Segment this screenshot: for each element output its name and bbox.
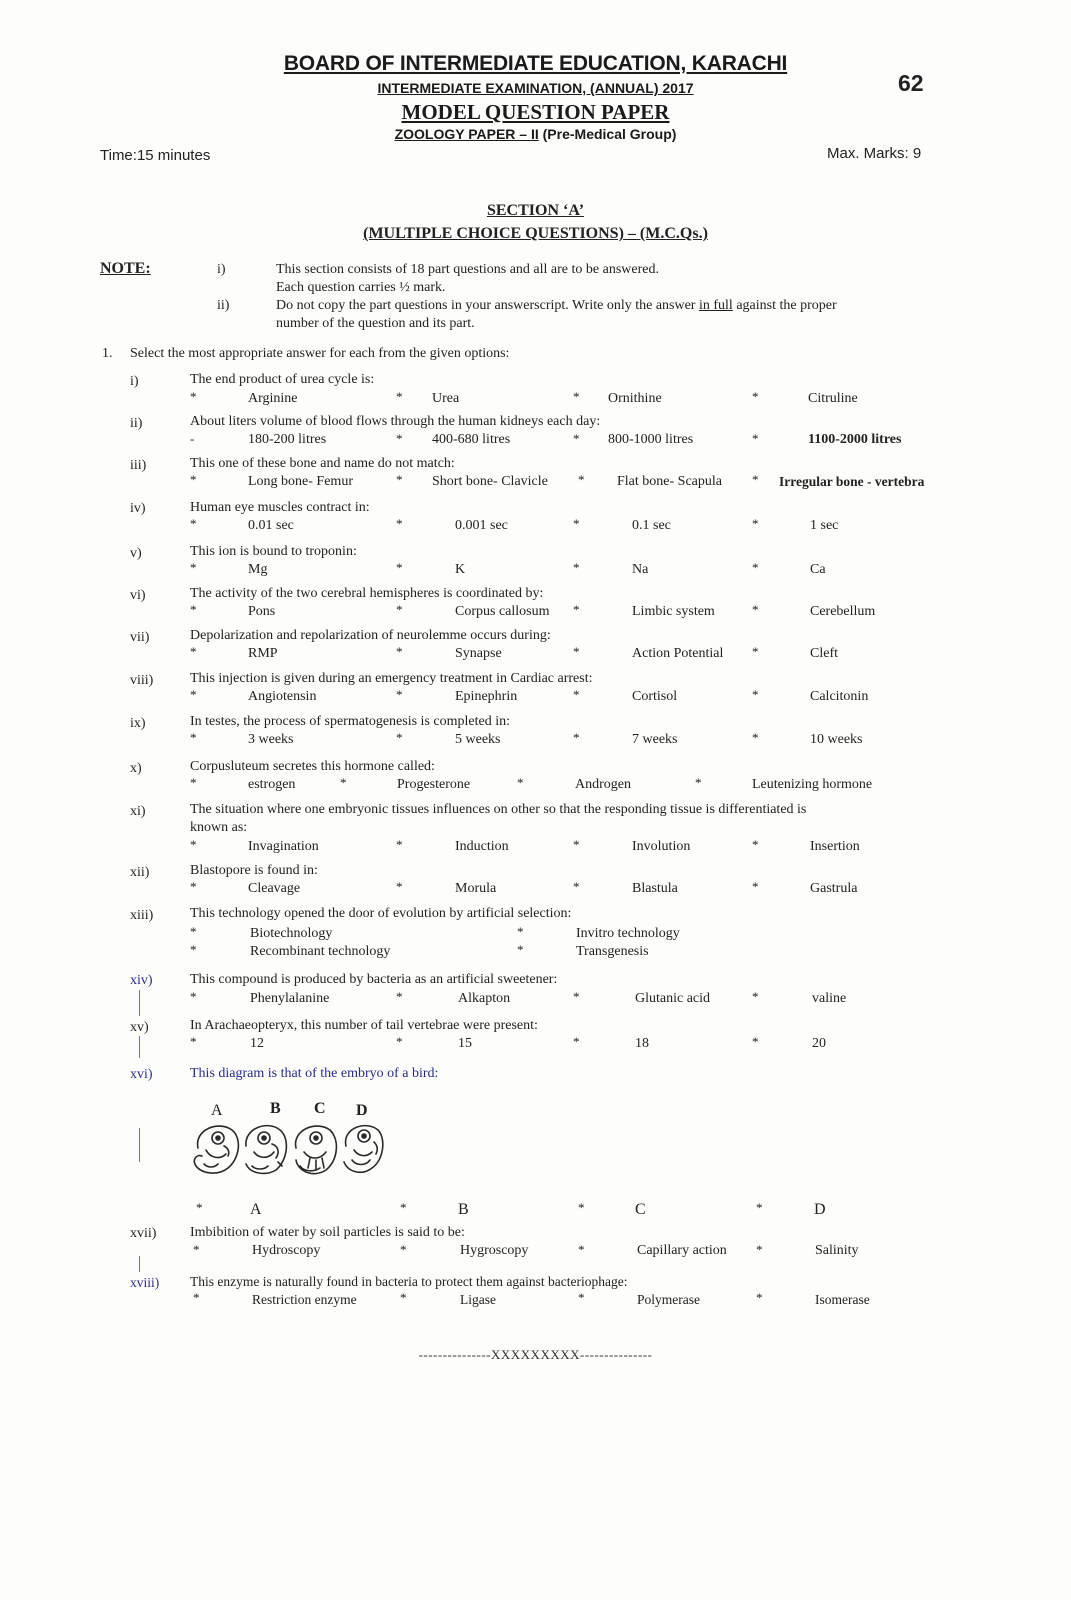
option-bullet: * xyxy=(752,837,759,852)
option: Salinity xyxy=(815,1243,859,1258)
option: 0.001 sec xyxy=(455,518,508,533)
option-bullet: * xyxy=(190,389,197,404)
option: Cerebellum xyxy=(810,604,876,619)
option: K xyxy=(455,562,466,577)
option-bullet: * xyxy=(752,602,759,617)
option: Hygroscopy xyxy=(460,1243,529,1258)
option: 12 xyxy=(250,1036,264,1051)
option-bullet: * xyxy=(578,472,585,487)
option-bullet: * xyxy=(190,1034,197,1049)
option-bullet: * xyxy=(396,389,403,404)
option-bullet: * xyxy=(190,942,197,957)
option: 0.1 sec xyxy=(632,518,671,533)
option: 7 weeks xyxy=(632,732,678,747)
option-bullet: * xyxy=(752,730,759,745)
part-question: The activity of the two cerebral hemispheres is coordinated by: xyxy=(190,586,544,601)
option: Pons xyxy=(248,604,276,619)
note-item-num: i) xyxy=(217,262,226,277)
section-subtitle: (MULTIPLE CHOICE QUESTIONS) – (M.C.Qs.) xyxy=(363,225,708,242)
option: 10 weeks xyxy=(810,732,863,747)
option-bullet: * xyxy=(756,1290,763,1305)
option: valine xyxy=(812,991,847,1006)
embryo-b-icon xyxy=(246,1126,287,1174)
option-bullet: * xyxy=(573,1034,580,1049)
option-bullet: * xyxy=(396,687,403,702)
part-question: The situation where one embryonic tissues influences on other so that the responding tissue is differentiated is xyxy=(190,802,807,817)
option-bullet: * xyxy=(190,602,197,617)
option-bullet: * xyxy=(396,516,403,531)
option: Transgenesis xyxy=(576,944,649,959)
option: Na xyxy=(632,562,649,577)
subject: ZOOLOGY PAPER – II xyxy=(394,126,539,142)
margin-mark xyxy=(139,1256,140,1272)
time-allowed: Time:15 minutes xyxy=(100,147,211,164)
option: Synapse xyxy=(455,646,502,661)
option-bullet: * xyxy=(517,942,524,957)
option: 180-200 litres xyxy=(248,432,327,447)
diagram-label-a: A xyxy=(211,1102,223,1119)
note-emphasis: in full xyxy=(698,298,733,313)
part-number: xv) xyxy=(130,1020,149,1035)
option: Flat bone- Scapula xyxy=(617,474,722,489)
note-text-part: against the proper xyxy=(732,298,837,313)
option-bullet: * xyxy=(396,879,403,894)
max-marks: Max. Marks: 9 xyxy=(827,145,922,162)
option-bullet: * xyxy=(396,644,403,659)
embryo-d-icon xyxy=(344,1126,383,1173)
part-number: vii) xyxy=(130,630,150,645)
note-item-text: This section consists of 18 part questions and all are to be answered. xyxy=(276,262,659,277)
part-number: xii) xyxy=(130,865,150,880)
option: B xyxy=(458,1201,469,1218)
option: Polymerase xyxy=(637,1292,700,1307)
option: Cleft xyxy=(810,646,838,661)
part-question: In Arachaeopteryx, this number of tail vertebrae were present: xyxy=(190,1018,538,1033)
option-bullet: * xyxy=(573,602,580,617)
page-end-marker: ---------------XXXXXXXXX--------------- xyxy=(418,1347,653,1362)
option-bullet: * xyxy=(695,775,702,790)
margin-mark xyxy=(139,1128,140,1162)
option-bullet: * xyxy=(396,1034,403,1049)
part-question: Imbibition of water by soil particles is said to be: xyxy=(190,1225,465,1240)
margin-mark xyxy=(139,1036,140,1058)
note-item-text xyxy=(276,297,837,315)
option: Isomerase xyxy=(815,1292,870,1307)
part-question: This technology opened the door of evolution by artificial selection: xyxy=(190,906,572,921)
option: 20 xyxy=(812,1036,826,1051)
part-question: Corpusluteum secretes this hormone called: xyxy=(190,759,435,774)
option-bullet: * xyxy=(190,879,197,894)
option: Progesterone xyxy=(397,777,471,792)
option-bullet: * xyxy=(396,560,403,575)
option-bullet: * xyxy=(190,687,197,702)
option-bullet: * xyxy=(752,989,759,1004)
question-number: 1. xyxy=(102,346,113,361)
diagram-label-c: C xyxy=(314,1100,326,1117)
option: 1 sec xyxy=(810,518,839,533)
option-bullet: * xyxy=(573,431,580,446)
option-bullet: * xyxy=(400,1200,407,1215)
option-bullet: * xyxy=(190,837,197,852)
option: Restriction enzyme xyxy=(252,1292,357,1307)
option-bullet: * xyxy=(190,989,197,1004)
option-bullet: * xyxy=(573,687,580,702)
diagram-label-d: D xyxy=(356,1102,368,1119)
margin-mark xyxy=(139,990,140,1016)
option: Cleavage xyxy=(248,881,301,896)
option: Short bone- Clavicle xyxy=(432,474,548,489)
part-question: This diagram is that of the embryo of a bird: xyxy=(190,1066,439,1081)
part-question: This injection is given during an emergency treatment in Cardiac arrest: xyxy=(190,671,593,686)
part-number: xvii) xyxy=(130,1226,157,1241)
option: Insertion xyxy=(810,839,860,854)
note-label: NOTE: xyxy=(100,260,151,277)
option-bullet: * xyxy=(752,389,759,404)
part-number: xi) xyxy=(130,804,146,819)
question-instruction: Select the most appropriate answer for each from the given options: xyxy=(130,346,510,361)
option: Long bone- Femur xyxy=(248,474,353,489)
option-bullet: * xyxy=(396,602,403,617)
option-bullet: * xyxy=(573,989,580,1004)
option: Urea xyxy=(432,391,460,406)
part-question: Depolarization and repolarization of neurolemme occurs during: xyxy=(190,628,551,643)
option-bullet: * xyxy=(196,1200,203,1215)
option: 15 xyxy=(458,1036,472,1051)
option-bullet: * xyxy=(756,1242,763,1257)
part-question: In testes, the process of spermatogenesis is completed in: xyxy=(190,714,510,729)
option: 800-1000 litres xyxy=(608,432,694,447)
option: Phenylalanine xyxy=(250,991,330,1006)
option-bullet: * xyxy=(517,775,524,790)
option: Irregular bone - vertebra xyxy=(779,474,925,489)
option: Invagination xyxy=(248,839,319,854)
option: Hydroscopy xyxy=(252,1243,321,1258)
option: Arginine xyxy=(248,391,298,406)
option: Androgen xyxy=(575,777,631,792)
option-bullet: * xyxy=(752,516,759,531)
option-bullet: * xyxy=(573,389,580,404)
part-question: This compound is produced by bacteria as an artificial sweetener: xyxy=(190,972,558,987)
page-number: 62 xyxy=(898,70,924,96)
option: Glutanic acid xyxy=(635,991,711,1006)
option-bullet: * xyxy=(396,431,403,446)
part-question: This one of these bone and name do not match: xyxy=(190,456,455,471)
exam-title: INTERMEDIATE EXAMINATION, (ANNUAL) 2017 xyxy=(377,80,694,96)
option: Biotechnology xyxy=(250,926,333,941)
part-number: iii) xyxy=(130,458,147,473)
option-bullet: * xyxy=(190,644,197,659)
option: Recombinant technology xyxy=(250,944,391,959)
option-bullet: * xyxy=(396,837,403,852)
option-bullet: * xyxy=(578,1242,585,1257)
part-number: iv) xyxy=(130,501,146,516)
option-bullet: * xyxy=(573,644,580,659)
part-number: x) xyxy=(130,761,142,776)
note-text-part: Do not copy the part questions in your answerscript. Write only the answer xyxy=(276,298,699,313)
option-bullet: * xyxy=(752,644,759,659)
option-bullet: * xyxy=(190,472,197,487)
option: Capillary action xyxy=(637,1243,727,1258)
option: estrogen xyxy=(248,777,296,792)
board-title: BOARD OF INTERMEDIATE EDUCATION, KARACHI xyxy=(283,52,788,75)
option: RMP xyxy=(248,646,278,661)
part-number: xvi) xyxy=(130,1067,153,1082)
option-bullet: * xyxy=(752,879,759,894)
part-number: xiv) xyxy=(130,973,153,988)
option: Ligase xyxy=(460,1292,496,1307)
option-bullet: * xyxy=(573,730,580,745)
part-question: The end product of urea cycle is: xyxy=(190,372,375,387)
option: Calcitonin xyxy=(810,689,869,704)
option-bullet: * xyxy=(400,1242,407,1257)
option: D xyxy=(814,1201,826,1218)
note-item-num: ii) xyxy=(217,298,230,313)
option: 1100-2000 litres xyxy=(808,432,902,447)
option-bullet: * xyxy=(340,775,347,790)
paper-type: MODEL QUESTION PAPER xyxy=(401,100,670,124)
option: 5 weeks xyxy=(455,732,501,747)
part-number: viii) xyxy=(130,673,154,688)
note-item-text: number of the question and its part. xyxy=(276,316,475,331)
embryo-c-icon xyxy=(296,1126,337,1174)
option-bullet: * xyxy=(396,989,403,1004)
part-number: xviii) xyxy=(130,1275,160,1290)
option: Alkapton xyxy=(458,991,511,1006)
part-number: xiii) xyxy=(130,908,154,923)
option-bullet: * xyxy=(752,687,759,702)
option: Ca xyxy=(810,562,826,577)
option: Blastula xyxy=(632,881,678,896)
option: 400-680 litres xyxy=(432,432,511,447)
option-bullet: * xyxy=(190,730,197,745)
option-bullet: * xyxy=(573,560,580,575)
bird-embryo-diagram xyxy=(188,1118,384,1180)
option: Involution xyxy=(632,839,691,854)
option-bullet: * xyxy=(400,1290,407,1305)
option: Corpus callosum xyxy=(455,604,550,619)
option-bullet: - xyxy=(190,431,195,446)
part-question: This enzyme is naturally found in bacteria to protect them against bacteriophage: xyxy=(190,1274,628,1289)
option: Limbic system xyxy=(632,604,715,619)
option: 0.01 sec xyxy=(248,518,294,533)
option: Action Potential xyxy=(632,646,724,661)
option: Morula xyxy=(455,881,497,896)
option-bullet: * xyxy=(190,775,197,790)
option-bullet: * xyxy=(573,879,580,894)
part-question: Blastopore is found in: xyxy=(190,863,318,878)
option-bullet: * xyxy=(517,924,524,939)
part-question: Human eye muscles contract in: xyxy=(190,500,370,515)
subject-line xyxy=(0,126,1071,142)
option: Induction xyxy=(455,839,509,854)
group: (Pre-Medical Group) xyxy=(542,126,677,142)
option: Epinephrin xyxy=(455,689,518,704)
option-bullet: * xyxy=(190,516,197,531)
option-bullet: * xyxy=(396,730,403,745)
option-bullet: * xyxy=(396,472,403,487)
option: 3 weeks xyxy=(248,732,294,747)
option: 18 xyxy=(635,1036,649,1051)
option-bullet: * xyxy=(756,1200,763,1215)
option: Cortisol xyxy=(632,689,678,704)
option-bullet: * xyxy=(752,560,759,575)
part-number: vi) xyxy=(130,588,146,603)
part-number: ii) xyxy=(130,416,143,431)
option: Leutenizing hormone xyxy=(752,777,873,792)
option-bullet: * xyxy=(193,1242,200,1257)
part-question: known as: xyxy=(190,820,248,835)
part-number: v) xyxy=(130,546,142,561)
part-number: i) xyxy=(130,374,139,389)
option-bullet: * xyxy=(578,1200,585,1215)
option-bullet: * xyxy=(752,472,759,487)
option-bullet: * xyxy=(573,516,580,531)
option-bullet: * xyxy=(190,924,197,939)
option: Gastrula xyxy=(810,881,858,896)
option-bullet: * xyxy=(578,1290,585,1305)
part-question: About liters volume of blood flows through the human kidneys each day: xyxy=(190,414,601,429)
option-bullet: * xyxy=(573,837,580,852)
part-question: This ion is bound to troponin: xyxy=(190,544,357,559)
option: Angiotensin xyxy=(248,689,317,704)
option: Citruline xyxy=(808,391,858,406)
option-bullet: * xyxy=(752,1034,759,1049)
part-number: ix) xyxy=(130,716,146,731)
option: Mg xyxy=(248,562,268,577)
option: Invitro technology xyxy=(576,926,680,941)
note-item-text: Each question carries ½ mark. xyxy=(276,280,446,295)
option: Ornithine xyxy=(608,391,662,406)
embryo-a-icon xyxy=(194,1126,238,1173)
option: A xyxy=(250,1201,262,1218)
option-bullet: * xyxy=(193,1290,200,1305)
diagram-label-b: B xyxy=(270,1100,281,1117)
option: C xyxy=(635,1201,646,1218)
option-bullet: * xyxy=(190,560,197,575)
section-title: SECTION ‘A’ xyxy=(486,202,585,219)
option-bullet: * xyxy=(752,431,759,446)
